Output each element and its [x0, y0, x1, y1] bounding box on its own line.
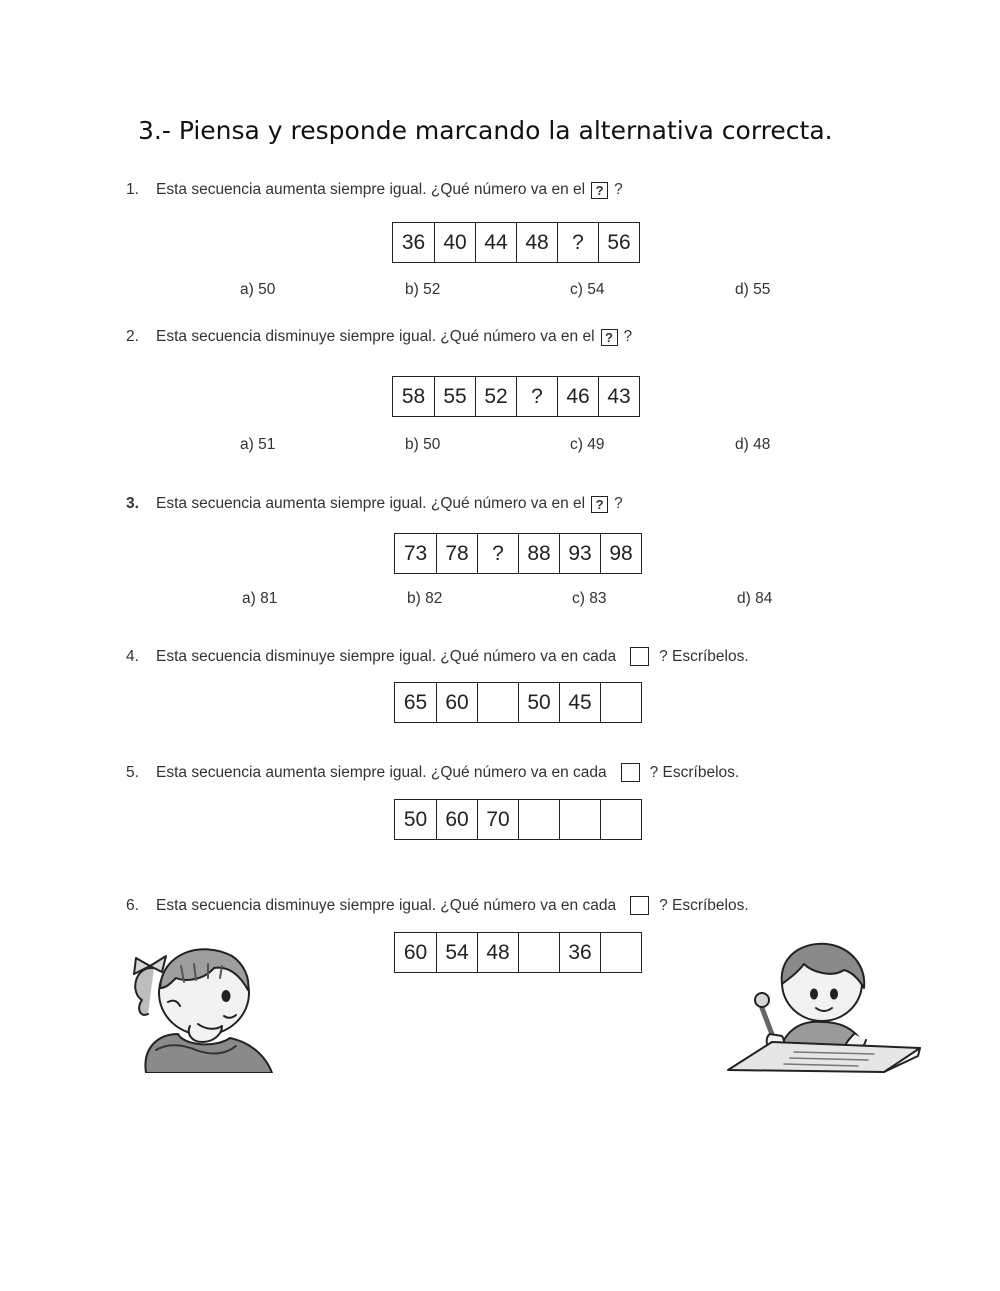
empty-box-icon — [621, 763, 640, 782]
sequence-cell: 48 — [477, 933, 518, 972]
sequence-answer-cell[interactable] — [600, 933, 641, 972]
option-a[interactable]: a) 51 — [240, 436, 276, 453]
option-b[interactable]: b) 52 — [405, 281, 441, 298]
sequence-cell: 60 — [436, 683, 477, 722]
sequence-answer-cell[interactable]: ? — [516, 377, 557, 416]
sequence-cell: 56 — [598, 223, 639, 262]
sequence-6 — [394, 932, 642, 973]
question-text: Esta secuencia disminuye siempre igual. ¿Qué número va en el — [156, 328, 595, 345]
empty-box-icon — [630, 647, 649, 666]
question-number: 3. — [126, 495, 139, 512]
question-6 — [126, 896, 749, 915]
question-5 — [126, 763, 739, 782]
question-number: 2. — [126, 328, 139, 345]
question-text: Esta secuencia aumenta siempre igual. ¿Qué número va en el — [156, 181, 586, 198]
option-c[interactable]: c) 49 — [570, 436, 605, 453]
question-mark-box: ? — [591, 496, 608, 513]
question-4 — [126, 647, 749, 666]
sequence-cell: 46 — [557, 377, 598, 416]
sequence-answer-cell[interactable]: ? — [477, 534, 518, 573]
question-text: Esta secuencia aumenta siempre igual. ¿Qué número va en el — [156, 495, 586, 512]
sequence-cell: 52 — [475, 377, 516, 416]
sequence-answer-cell[interactable]: ? — [557, 223, 598, 262]
sequence-cell: 45 — [559, 683, 600, 722]
option-b[interactable]: b) 50 — [405, 436, 441, 453]
sequence-cell: 48 — [516, 223, 557, 262]
question-text: Esta secuencia disminuye siempre igual. ¿Qué número va en cada — [156, 647, 617, 665]
sequence-cell: 60 — [436, 800, 477, 839]
question-number: 4. — [126, 647, 139, 665]
sequence-cell: 50 — [518, 683, 559, 722]
sequence-cell: 55 — [434, 377, 475, 416]
option-b[interactable]: b) 82 — [407, 590, 443, 607]
option-c[interactable]: c) 83 — [572, 590, 607, 607]
option-d[interactable]: d) 55 — [735, 281, 771, 298]
sequence-cell: 50 — [403, 807, 428, 831]
option-c[interactable]: c) 54 — [570, 281, 605, 298]
sequence-cell: 54 — [436, 933, 477, 972]
sequence-cell: 88 — [518, 534, 559, 573]
sequence-answer-cell[interactable] — [518, 800, 559, 839]
sequence-answer-cell[interactable] — [559, 800, 600, 839]
question-end: ? — [623, 328, 633, 345]
option-a[interactable]: a) 50 — [240, 281, 276, 298]
worksheet-title: 3.- Piensa y responde marcando la alternativa correcta. — [138, 116, 833, 145]
sequence-cell: 73 — [403, 541, 428, 565]
sequence-cell: 93 — [559, 534, 600, 573]
question-end: ? Escríbelos. — [649, 763, 740, 781]
empty-box-icon — [630, 896, 649, 915]
sequence-cell: 43 — [598, 377, 639, 416]
girl-thinking-illustration — [126, 938, 276, 1073]
question-number: 5. — [126, 763, 139, 781]
question-number: 1. — [126, 181, 139, 198]
sequence-4 — [394, 682, 642, 723]
sequence-cell: 60 — [403, 940, 428, 964]
question-end: ? Escríbelos. — [659, 647, 749, 665]
sequence-2 — [392, 376, 640, 417]
question-end: ? — [614, 495, 623, 512]
sequence-cell: 36 — [559, 933, 600, 972]
question-number: 6. — [126, 896, 139, 914]
question-1 — [126, 181, 623, 199]
question-2 — [126, 328, 632, 346]
options-1 — [0, 281, 1000, 301]
question-end: ? Escríbelos. — [659, 896, 749, 914]
sequence-cell: 58 — [401, 384, 426, 408]
sequence-answer-cell[interactable] — [477, 683, 518, 722]
option-d[interactable]: d) 48 — [735, 436, 771, 453]
sequence-answer-cell[interactable] — [600, 683, 641, 722]
option-a[interactable]: a) 81 — [242, 590, 278, 607]
sequence-3 — [394, 533, 642, 574]
sequence-cell: 78 — [436, 534, 477, 573]
option-d[interactable]: d) 84 — [737, 590, 773, 607]
sequence-5 — [394, 799, 642, 840]
sequence-cell: 36 — [401, 230, 426, 254]
sequence-cell: 44 — [475, 223, 516, 262]
sequence-1 — [392, 222, 640, 263]
options-3 — [0, 590, 1000, 610]
sequence-cell: 98 — [600, 534, 641, 573]
sequence-cell: 70 — [477, 800, 518, 839]
question-text: Esta secuencia disminuye siempre igual. ¿Qué número va en cada — [156, 896, 617, 914]
options-2 — [0, 436, 1000, 456]
question-3 — [126, 495, 623, 513]
question-text: Esta secuencia aumenta siempre igual. ¿Qué número va en cada — [156, 763, 607, 781]
question-end: ? — [614, 181, 623, 198]
boy-writing-illustration — [724, 938, 924, 1073]
sequence-cell: 40 — [434, 223, 475, 262]
question-mark-box: ? — [601, 329, 618, 346]
sequence-answer-cell[interactable] — [518, 933, 559, 972]
question-mark-box: ? — [591, 182, 608, 199]
sequence-cell: 65 — [403, 690, 428, 714]
sequence-answer-cell[interactable] — [600, 800, 641, 839]
